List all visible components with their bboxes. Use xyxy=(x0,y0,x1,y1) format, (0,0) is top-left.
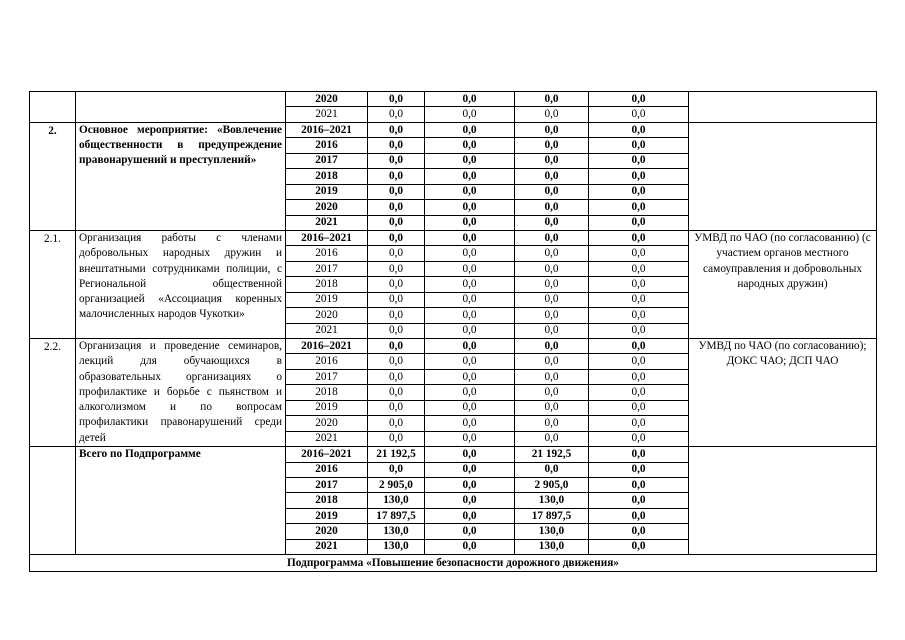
table-row xyxy=(30,339,877,354)
value-cell: 0,0 xyxy=(368,308,425,323)
value-cell: 0,0 xyxy=(515,400,589,415)
year-cell: 2016 xyxy=(286,138,368,153)
value-cell: 0,0 xyxy=(368,339,425,354)
value-cell: 0,0 xyxy=(589,369,689,384)
value-cell: 0,0 xyxy=(368,323,425,338)
program-table xyxy=(29,91,877,572)
value-cell: 130,0 xyxy=(515,524,589,539)
value-cell: 0,0 xyxy=(589,462,689,477)
year-cell: 2020 xyxy=(286,308,368,323)
value-cell: 0,0 xyxy=(515,292,589,307)
value-cell: 0,0 xyxy=(515,184,589,199)
year-cell: 2021 xyxy=(286,323,368,338)
value-cell: 0,0 xyxy=(425,230,515,245)
value-cell: 0,0 xyxy=(425,200,515,215)
responsible-cell xyxy=(689,122,877,230)
value-cell: 0,0 xyxy=(368,230,425,245)
value-cell: 0,0 xyxy=(368,169,425,184)
value-cell: 0,0 xyxy=(589,539,689,554)
value-cell: 130,0 xyxy=(368,493,425,508)
year-cell: 2021 xyxy=(286,215,368,230)
value-cell: 0,0 xyxy=(515,385,589,400)
responsible-cell xyxy=(689,447,877,555)
value-cell: 0,0 xyxy=(425,539,515,554)
value-cell: 0,0 xyxy=(425,477,515,492)
value-cell: 0,0 xyxy=(368,292,425,307)
value-cell: 2 905,0 xyxy=(515,477,589,492)
value-cell: 0,0 xyxy=(425,261,515,276)
value-cell: 0,0 xyxy=(589,122,689,137)
year-cell: 2016 xyxy=(286,354,368,369)
value-cell: 0,0 xyxy=(515,92,589,107)
value-cell: 0,0 xyxy=(589,308,689,323)
value-cell: 0,0 xyxy=(368,200,425,215)
responsible-cell xyxy=(689,92,877,123)
value-cell: 0,0 xyxy=(368,184,425,199)
value-cell: 0,0 xyxy=(425,308,515,323)
value-cell: 21 192,5 xyxy=(368,447,425,462)
year-cell: 2017 xyxy=(286,153,368,168)
value-cell: 0,0 xyxy=(368,354,425,369)
value-cell: 0,0 xyxy=(515,107,589,122)
value-cell: 0,0 xyxy=(589,385,689,400)
responsible-cell: УМВД по ЧАО (по согласованию) (с участием органов местного самоуправления и добровольных народных дружин) xyxy=(689,230,877,338)
value-cell: 0,0 xyxy=(425,323,515,338)
value-cell: 0,0 xyxy=(515,354,589,369)
value-cell: 0,0 xyxy=(589,508,689,523)
value-cell: 0,0 xyxy=(589,107,689,122)
value-cell: 0,0 xyxy=(589,184,689,199)
value-cell: 0,0 xyxy=(515,416,589,431)
year-cell: 2019 xyxy=(286,400,368,415)
value-cell: 0,0 xyxy=(425,416,515,431)
value-cell: 0,0 xyxy=(368,261,425,276)
value-cell: 0,0 xyxy=(425,493,515,508)
value-cell: 0,0 xyxy=(368,215,425,230)
year-cell: 2018 xyxy=(286,169,368,184)
year-cell: 2020 xyxy=(286,200,368,215)
value-cell: 0,0 xyxy=(425,184,515,199)
value-cell: 0,0 xyxy=(425,385,515,400)
value-cell: 0,0 xyxy=(515,230,589,245)
item-number: 2.1. xyxy=(30,230,76,338)
value-cell: 0,0 xyxy=(515,261,589,276)
value-cell: 17 897,5 xyxy=(515,508,589,523)
value-cell: 0,0 xyxy=(425,246,515,261)
value-cell: 0,0 xyxy=(589,92,689,107)
year-cell: 2020 xyxy=(286,524,368,539)
value-cell: 0,0 xyxy=(589,277,689,292)
value-cell: 0,0 xyxy=(368,107,425,122)
item-number xyxy=(30,447,76,555)
value-cell: 0,0 xyxy=(589,230,689,245)
value-cell: 0,0 xyxy=(368,92,425,107)
item-number: 2. xyxy=(30,122,76,230)
value-cell: 0,0 xyxy=(589,169,689,184)
value-cell: 0,0 xyxy=(515,369,589,384)
item-name: Организация и проведение семинаров, лекций для обучающихся в образовательных организациях о профилактике и борьбе с пьянством и алкоголизмом и по вопросам профилактики правонарушений среди детей xyxy=(76,339,286,447)
responsible-cell: УМВД по ЧАО (по согласованию); ДОКС ЧАО; ДСП ЧАО xyxy=(689,339,877,447)
table-row xyxy=(30,122,877,137)
value-cell: 0,0 xyxy=(425,215,515,230)
value-cell: 0,0 xyxy=(515,215,589,230)
value-cell: 0,0 xyxy=(589,215,689,230)
value-cell: 0,0 xyxy=(425,292,515,307)
year-cell: 2019 xyxy=(286,508,368,523)
value-cell: 0,0 xyxy=(589,339,689,354)
value-cell: 130,0 xyxy=(515,493,589,508)
year-cell: 2017 xyxy=(286,369,368,384)
year-cell: 2016–2021 xyxy=(286,339,368,354)
year-cell: 2018 xyxy=(286,277,368,292)
value-cell: 2 905,0 xyxy=(368,477,425,492)
value-cell: 0,0 xyxy=(589,323,689,338)
year-cell: 2018 xyxy=(286,385,368,400)
value-cell: 0,0 xyxy=(425,447,515,462)
value-cell: 0,0 xyxy=(368,122,425,137)
value-cell: 0,0 xyxy=(589,447,689,462)
value-cell: 0,0 xyxy=(589,292,689,307)
table-row xyxy=(30,230,877,245)
value-cell: 0,0 xyxy=(368,138,425,153)
value-cell: 0,0 xyxy=(589,431,689,446)
value-cell: 0,0 xyxy=(515,323,589,338)
year-cell: 2021 xyxy=(286,431,368,446)
value-cell: 130,0 xyxy=(368,539,425,554)
item-number: 2.2. xyxy=(30,339,76,447)
year-cell: 2017 xyxy=(286,261,368,276)
subprogram-title: Подпрограмма «Повышение безопасности дорожного движения» xyxy=(30,555,877,572)
value-cell: 17 897,5 xyxy=(368,508,425,523)
value-cell: 0,0 xyxy=(589,138,689,153)
value-cell: 0,0 xyxy=(368,416,425,431)
value-cell: 0,0 xyxy=(368,462,425,477)
value-cell: 0,0 xyxy=(425,122,515,137)
year-cell: 2020 xyxy=(286,92,368,107)
value-cell: 0,0 xyxy=(515,462,589,477)
item-name: Всего по Подпрограмме xyxy=(76,447,286,555)
value-cell: 0,0 xyxy=(368,400,425,415)
item-name xyxy=(76,92,286,123)
year-cell: 2016 xyxy=(286,246,368,261)
value-cell: 0,0 xyxy=(515,122,589,137)
value-cell: 0,0 xyxy=(515,169,589,184)
value-cell: 0,0 xyxy=(589,153,689,168)
value-cell: 0,0 xyxy=(515,431,589,446)
value-cell: 0,0 xyxy=(515,308,589,323)
value-cell: 0,0 xyxy=(425,462,515,477)
value-cell: 0,0 xyxy=(425,524,515,539)
year-cell: 2020 xyxy=(286,416,368,431)
year-cell: 2021 xyxy=(286,539,368,554)
table-row xyxy=(30,92,877,107)
value-cell: 0,0 xyxy=(515,246,589,261)
item-name: Организация работы с членами добровольных народных дружин и внештатными сотрудниками полиции, с Региональной общественной организацией «Ассоциация коренных малочисленных народов Чукотки» xyxy=(76,230,286,338)
value-cell: 0,0 xyxy=(368,369,425,384)
subprogram-row xyxy=(30,555,877,572)
value-cell: 0,0 xyxy=(515,277,589,292)
value-cell: 0,0 xyxy=(589,246,689,261)
value-cell: 0,0 xyxy=(425,354,515,369)
year-cell: 2016 xyxy=(286,462,368,477)
year-cell: 2018 xyxy=(286,493,368,508)
value-cell: 0,0 xyxy=(425,107,515,122)
value-cell: 0,0 xyxy=(589,354,689,369)
value-cell: 0,0 xyxy=(425,400,515,415)
value-cell: 0,0 xyxy=(425,431,515,446)
year-cell: 2016–2021 xyxy=(286,230,368,245)
value-cell: 0,0 xyxy=(425,277,515,292)
value-cell: 0,0 xyxy=(589,477,689,492)
year-cell: 2016–2021 xyxy=(286,122,368,137)
year-cell: 2019 xyxy=(286,184,368,199)
value-cell: 0,0 xyxy=(589,416,689,431)
item-number xyxy=(30,92,76,123)
table-row xyxy=(30,447,877,462)
value-cell: 0,0 xyxy=(368,153,425,168)
item-name: Основное мероприятие: «Вовлечение общественности в предупреждение правонарушений и преступлений» xyxy=(76,122,286,230)
value-cell: 0,0 xyxy=(425,508,515,523)
value-cell: 0,0 xyxy=(368,277,425,292)
value-cell: 21 192,5 xyxy=(515,447,589,462)
value-cell: 0,0 xyxy=(589,400,689,415)
value-cell: 130,0 xyxy=(368,524,425,539)
value-cell: 0,0 xyxy=(425,169,515,184)
value-cell: 130,0 xyxy=(515,539,589,554)
value-cell: 0,0 xyxy=(589,261,689,276)
value-cell: 0,0 xyxy=(425,92,515,107)
value-cell: 0,0 xyxy=(515,200,589,215)
value-cell: 0,0 xyxy=(368,246,425,261)
year-cell: 2017 xyxy=(286,477,368,492)
value-cell: 0,0 xyxy=(425,339,515,354)
value-cell: 0,0 xyxy=(515,339,589,354)
value-cell: 0,0 xyxy=(589,493,689,508)
year-cell: 2019 xyxy=(286,292,368,307)
value-cell: 0,0 xyxy=(515,138,589,153)
value-cell: 0,0 xyxy=(515,153,589,168)
value-cell: 0,0 xyxy=(425,153,515,168)
year-cell: 2021 xyxy=(286,107,368,122)
value-cell: 0,0 xyxy=(425,369,515,384)
value-cell: 0,0 xyxy=(589,200,689,215)
value-cell: 0,0 xyxy=(425,138,515,153)
year-cell: 2016–2021 xyxy=(286,447,368,462)
value-cell: 0,0 xyxy=(368,431,425,446)
value-cell: 0,0 xyxy=(589,524,689,539)
value-cell: 0,0 xyxy=(368,385,425,400)
